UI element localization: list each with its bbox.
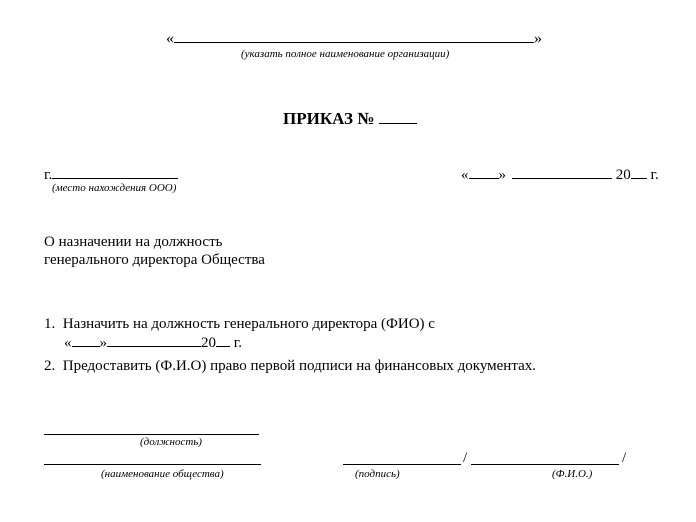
open-quote: « — [166, 30, 174, 47]
position-caption: (должность) — [140, 436, 202, 448]
fio-blank — [471, 464, 619, 465]
item-day-blank — [72, 333, 100, 347]
order-item-2 — [44, 358, 536, 375]
subject-line-1: О назначении на должность — [44, 234, 223, 250]
date-suffix: г. — [650, 167, 659, 183]
item-date-close-quote: » — [99, 335, 107, 351]
order-subject — [44, 233, 265, 269]
item-text: Назначить на должность генерального директора (ФИО) с — [62, 316, 435, 332]
order-title-text: ПРИКАЗ № — [283, 109, 375, 128]
item-text: Предоставить (Ф.И.О) право первой подписи на финансовых документах. — [62, 358, 536, 374]
fio-caption: (Ф.И.О.) — [552, 468, 593, 480]
organization-name-blank — [174, 26, 534, 43]
item-number: 2. — [44, 358, 56, 374]
order-date — [461, 165, 659, 184]
order-item-1 — [44, 314, 435, 334]
company-name-blank — [44, 464, 261, 465]
item-date-open-quote: « — [64, 335, 72, 351]
order-title — [283, 108, 417, 129]
separator-slash: / — [463, 450, 468, 466]
year-blank — [631, 165, 647, 179]
place-caption: (место нахождения ООО) — [52, 182, 177, 194]
order-number-blank — [379, 108, 417, 124]
separator-slash: / — [622, 450, 627, 466]
item-1-date — [64, 333, 242, 352]
item-year-prefix: 20 — [201, 335, 216, 351]
organization-caption: (указать полное наименование организации) — [241, 48, 450, 60]
month-blank — [512, 165, 612, 179]
signature-blank — [343, 464, 461, 465]
position-blank — [44, 434, 259, 435]
signature-caption: (подпись) — [355, 468, 400, 480]
item-number: 1. — [44, 316, 56, 332]
item-date-suffix: г. — [233, 335, 242, 351]
date-open-quote: « — [461, 167, 469, 183]
year-prefix: 20 — [615, 167, 631, 183]
company-caption: (наименование общества) — [101, 468, 224, 480]
item-month-blank — [107, 333, 201, 347]
place-blank — [52, 165, 178, 179]
place-prefix: г. — [44, 167, 53, 183]
organization-name-line — [166, 26, 542, 48]
close-quote: » — [534, 30, 542, 47]
subject-line-2: генерального директора Общества — [44, 252, 265, 268]
date-close-quote: » — [498, 167, 506, 183]
item-year-blank — [216, 333, 230, 347]
day-blank — [469, 165, 499, 179]
